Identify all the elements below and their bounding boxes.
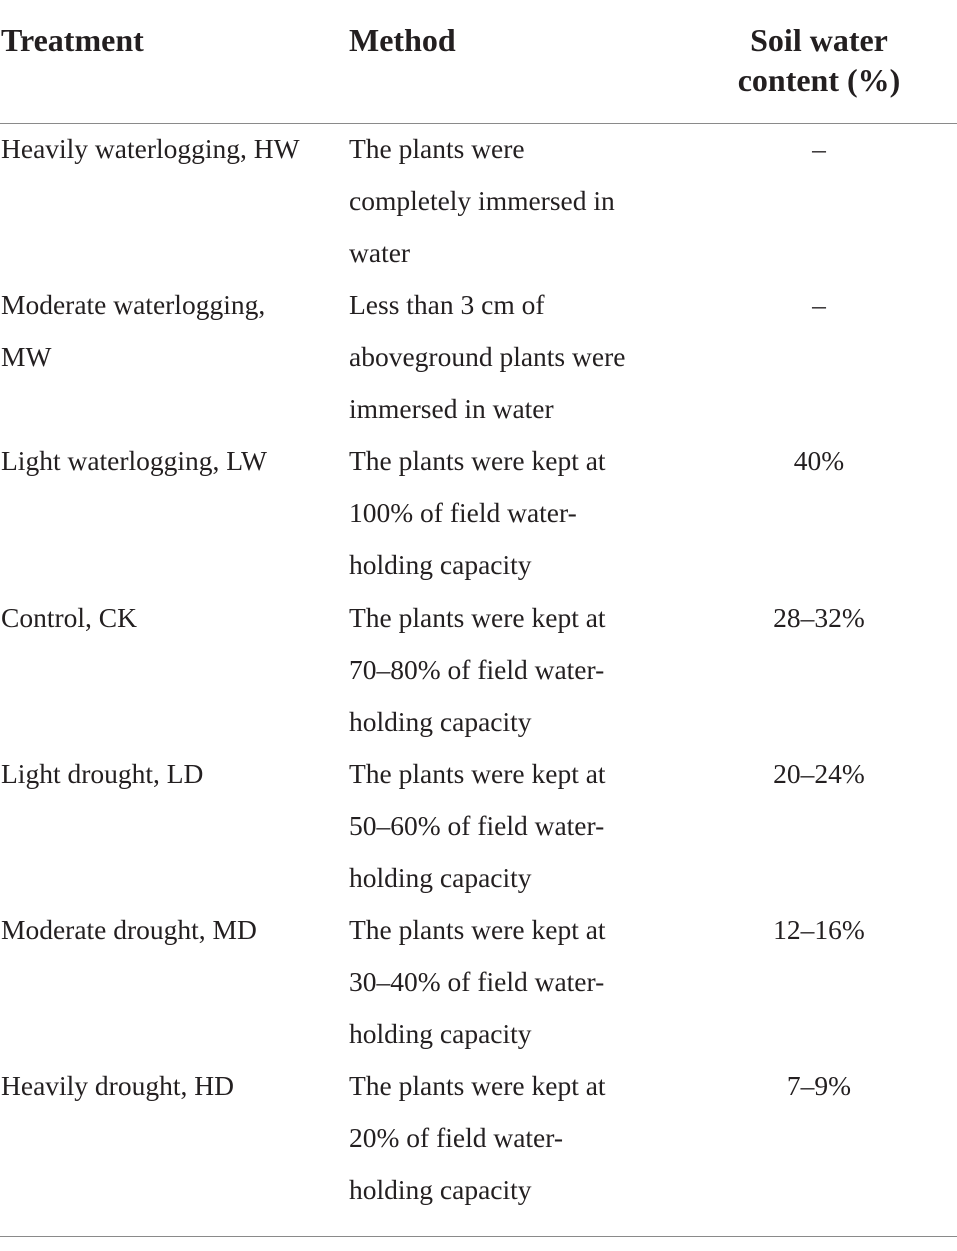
cell-text: aboveground plants were bbox=[349, 341, 626, 373]
cell-text: Moderate drought, MD bbox=[1, 913, 257, 945]
cell-method bbox=[349, 123, 679, 279]
cell-text: The plants were kept at bbox=[349, 601, 606, 633]
cell-text: 50–60% of field water- bbox=[349, 809, 605, 841]
cell-text: Light drought, LD bbox=[1, 757, 204, 789]
cell-text: holding capacity bbox=[349, 705, 532, 737]
cell-text: The plants were kept at bbox=[349, 1070, 606, 1102]
table-row bbox=[0, 904, 957, 1060]
header-soil-water-content bbox=[700, 20, 938, 100]
cell-soil-water: 7–9% bbox=[786, 1070, 852, 1102]
cell-text: water bbox=[349, 237, 411, 268]
cell-text: MW bbox=[1, 341, 52, 373]
table-row bbox=[0, 435, 957, 591]
table-header bbox=[0, 0, 957, 124]
table-row bbox=[0, 1060, 957, 1216]
cell-soil-water: – bbox=[812, 133, 826, 164]
cell-method bbox=[349, 1060, 679, 1216]
header-soil-line-1: Soil water bbox=[750, 22, 888, 58]
cell-treatment bbox=[1, 748, 331, 800]
cell-method bbox=[349, 748, 679, 904]
cell-text: 100% of field water- bbox=[349, 497, 577, 529]
cell-method bbox=[349, 435, 679, 591]
cell-soil-water: – bbox=[812, 289, 826, 321]
cell-text: completely immersed in bbox=[349, 185, 615, 216]
cell-treatment bbox=[1, 279, 331, 383]
cell-text: holding capacity bbox=[349, 861, 532, 893]
cell-treatment bbox=[1, 123, 331, 175]
cell-soil-water: 20–24% bbox=[773, 757, 865, 789]
cell-text: Light waterlogging, LW bbox=[1, 445, 268, 477]
cell-soil-water: 12–16% bbox=[773, 913, 865, 945]
table-row bbox=[0, 123, 957, 279]
cell-text: immersed in water bbox=[349, 393, 554, 425]
cell-text: Moderate waterlogging, bbox=[1, 289, 266, 321]
cell-text: Control, CK bbox=[1, 601, 137, 633]
cell-text: holding capacity bbox=[349, 1017, 532, 1049]
cell-text: The plants were kept at bbox=[349, 445, 606, 477]
cell-treatment bbox=[1, 592, 331, 644]
table-row bbox=[0, 748, 957, 904]
cell-text: Less than 3 cm of bbox=[349, 289, 545, 321]
cell-text: The plants were kept at bbox=[349, 913, 606, 945]
cell-treatment bbox=[1, 435, 331, 487]
cell-soil-water: 28–32% bbox=[773, 601, 865, 633]
cell-treatment bbox=[1, 904, 331, 956]
cell-text: 70–80% of field water- bbox=[349, 653, 605, 685]
cell-text: Heavily waterlogging, HW bbox=[1, 133, 300, 164]
header-treatment: Treatment bbox=[1, 22, 144, 58]
cell-method bbox=[349, 904, 679, 1060]
header-soil-line-2: content (%) bbox=[737, 62, 901, 98]
cell-method bbox=[349, 592, 679, 748]
cell-soil-water: 40% bbox=[793, 445, 845, 477]
cell-method bbox=[349, 279, 679, 435]
table-row bbox=[0, 592, 957, 748]
cell-text: 30–40% of field water- bbox=[349, 965, 605, 997]
cell-text: Heavily drought, HD bbox=[1, 1070, 234, 1102]
cell-text: holding capacity bbox=[349, 1174, 532, 1206]
header-method: Method bbox=[349, 22, 456, 58]
cell-text: holding capacity bbox=[349, 549, 532, 581]
table-body bbox=[0, 123, 957, 1216]
cell-treatment bbox=[1, 1060, 331, 1112]
table-bottom-rule bbox=[0, 1236, 957, 1237]
cell-text: The plants were bbox=[349, 133, 525, 164]
cell-text: 20% of field water- bbox=[349, 1122, 564, 1154]
cell-text: The plants were kept at bbox=[349, 757, 606, 789]
table-row bbox=[0, 279, 957, 435]
